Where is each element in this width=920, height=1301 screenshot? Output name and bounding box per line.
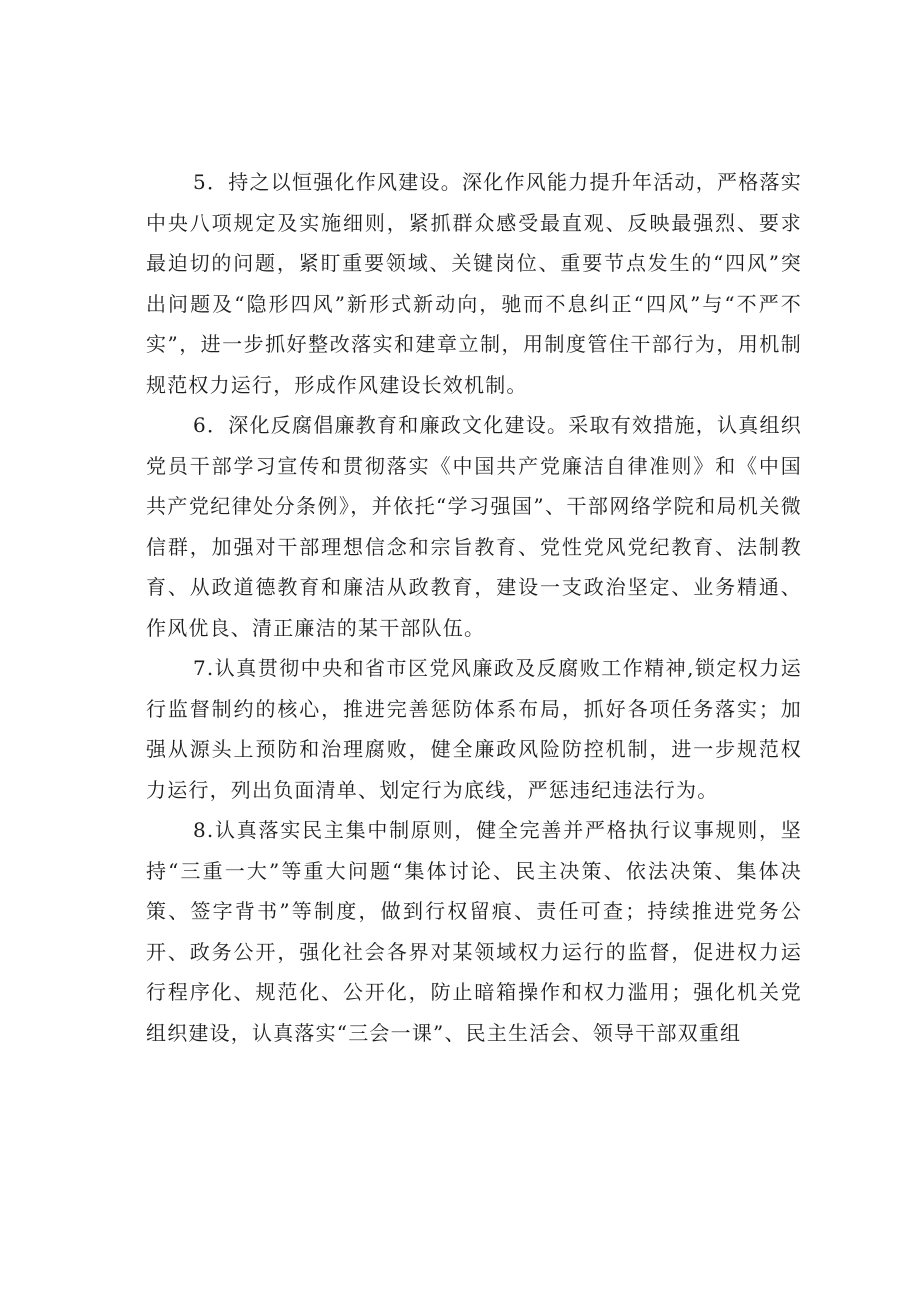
paragraph-6: 6．深化反腐倡廉教育和廉政文化建设。采取有效措施，认真组织党员干部学习宣传和贯彻落实《中国共产党廉洁自律准则》和《中国共产党纪律处分条例》，并依托“学习强国”、干部网络学院和局机关微信群，加强对干部理想信念和宗旨教育、党性党风党纪教育、法制教育、从政道德教育和廉洁从政教育，建设一支政治坚定、业务精通、作风优良、清正廉洁的某干部队伍。 — [146, 413, 802, 640]
paragraph-5: 5．持之以恒强化作风建设。深化作风能力提升年活动，严格落实中央八项规定及实施细则，紧抓群众感受最直观、反映最强烈、要求最迫切的问题，紧盯重要领域、关键岗位、重要节点发生的“四风”突出问题及“隐形四风”新形式新动向，驰而不息纠正“四风”与“不严不实”，进一步抓好整改落实和建章立制，用制度管住干部行为，用机制规范权力运行，形成作风建设长效机制。 — [146, 170, 802, 397]
paragraph-8: 8.认真落实民主集中制原则，健全完善并严格执行议事规则，坚持“三重一大”等重大问题“集体讨论、民主决策、依法决策、集体决策、签字背书”等制度，做到行权留痕、责任可查；持续推进党务公开、政务公开，强化社会各界对某领域权力运行的监督，促进权力运行程序化、规范化、公开化，防止暗箱操作和权力滥用；强化机关党组织建设，认真落实“三会一课”、民主生活会、领导干部双重组 — [146, 818, 802, 1045]
document-page — [146, 162, 802, 1053]
paragraph-7: 7.认真贯彻中央和省市区党风廉政及反腐败工作精神,锁定权力运行监督制约的核心，推进完善惩防体系布局，抓好各项任务落实；加强从源头上预防和治理腐败，健全廉政风险防控机制，进一步规范权力运行，列出负面清单、划定行为底线，严惩违纪违法行为。 — [146, 656, 802, 802]
